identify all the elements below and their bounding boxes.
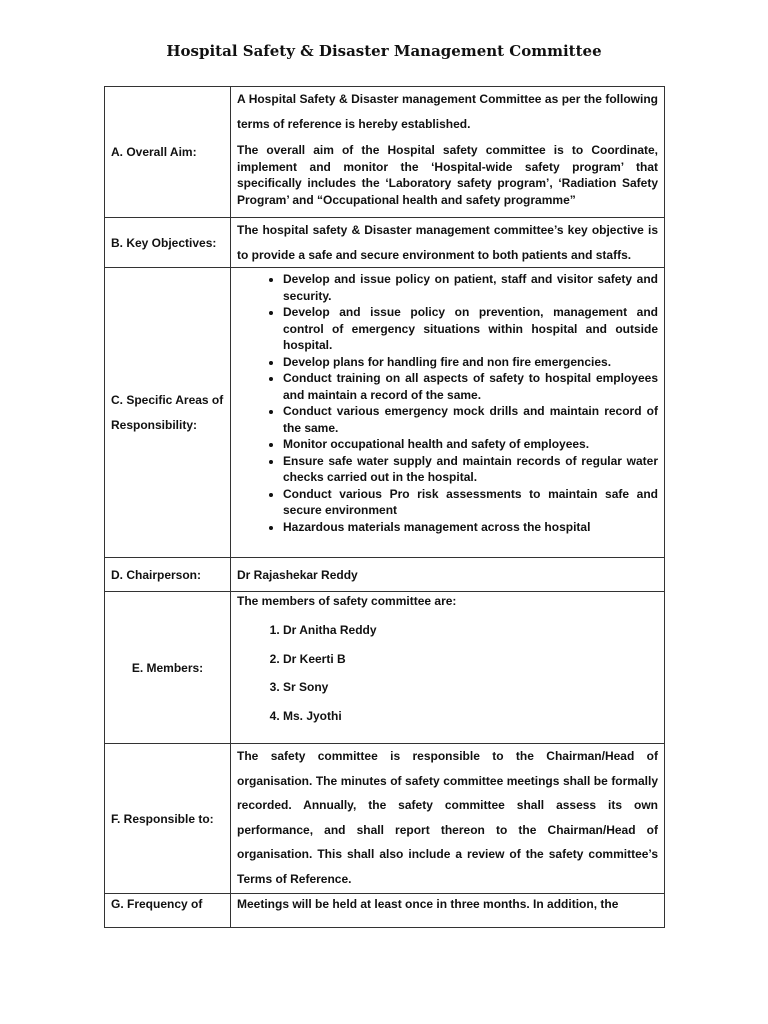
overall-aim-para-1: A Hospital Safety & Disaster management Committee as per the following terms of reference is hereby established.: [237, 92, 658, 131]
list-item: 2. Dr Keerti B: [283, 645, 658, 674]
list-item: 3. Sr Sony: [283, 673, 658, 702]
row-chairperson: [105, 558, 665, 592]
overall-aim-para-2: The overall aim of the Hospital safety committee is to Coordinate, implement and monitor the ‘Hospital-wide safety program’ that specifically includes the ‘Laboratory safety program’, ‘Radiation Safety Program’ and “Occupational health and safety programme”: [237, 143, 658, 207]
content-chairperson: Dr Rajashekar Reddy: [231, 558, 665, 592]
members-list: [237, 616, 658, 730]
list-item: 1. Dr Anitha Reddy: [283, 616, 658, 645]
label-overall-aim: A. Overall Aim:: [105, 87, 231, 218]
list-item: • Develop plans for handling fire and non fire emergencies.: [283, 354, 658, 371]
list-item: • Conduct training on all aspects of safety to hospital employees and maintain a record of the same.: [283, 370, 658, 403]
row-overall-aim: [105, 87, 665, 218]
label-frequency: G. Frequency of: [105, 894, 231, 928]
label-specific-areas-line-2: Responsibility:: [111, 417, 198, 432]
label-responsible-to: F. Responsible to:: [105, 744, 231, 894]
row-members: [105, 592, 665, 744]
row-key-objectives: [105, 218, 665, 268]
list-item: • Monitor occupational health and safety of employees.: [283, 436, 658, 453]
list-item: 4. Ms. Jyothi: [283, 702, 658, 731]
label-specific-areas-line-1: C. Specific Areas of: [111, 393, 224, 407]
row-responsible-to: [105, 744, 665, 894]
list-item: • Hazardous materials management across the hospital: [283, 519, 658, 536]
responsibility-list: [237, 268, 658, 535]
committee-table: [104, 86, 665, 928]
row-specific-areas: [105, 268, 665, 558]
list-item: • Conduct various emergency mock drills and maintain record of the same.: [283, 403, 658, 436]
content-responsible-to: The safety committee is responsible to the Chairman/Head of organisation. The minutes of safety committee meetings shall be formally recorded. Annually, the safety committee shall assess its own performance, and shall report thereon to the Chairman/Head of organisation. This shall also include a review of the safety committee’s Terms of Reference.: [231, 744, 665, 894]
members-intro: The members of safety committee are:: [237, 594, 457, 608]
label-chairperson: D. Chairperson:: [105, 558, 231, 592]
label-members: E. Members:: [105, 592, 231, 744]
content-members: [231, 592, 665, 744]
page-title: Hospital Safety & Disaster Management Committee: [166, 42, 602, 60]
content-key-objectives: The hospital safety & Disaster management committee’s key objective is to provide a safe and secure environment to both patients and staffs.: [231, 218, 665, 268]
list-item: • Ensure safe water supply and maintain records of regular water checks carried out in the hospital.: [283, 453, 658, 486]
list-item: • Conduct various Pro risk assessments to maintain safe and secure environment: [283, 486, 658, 519]
label-specific-areas: [105, 268, 231, 558]
list-item: • Develop and issue policy on prevention, management and control of emergency situations within hospital and outside hospital.: [283, 304, 658, 354]
content-specific-areas: [231, 268, 665, 558]
content-overall-aim: [231, 87, 665, 218]
label-key-objectives: B. Key Objectives:: [105, 218, 231, 268]
list-item: • Develop and issue policy on patient, staff and visitor safety and security.: [283, 271, 658, 304]
content-frequency: Meetings will be held at least once in three months. In addition, the: [231, 894, 665, 928]
row-frequency: [105, 894, 665, 928]
